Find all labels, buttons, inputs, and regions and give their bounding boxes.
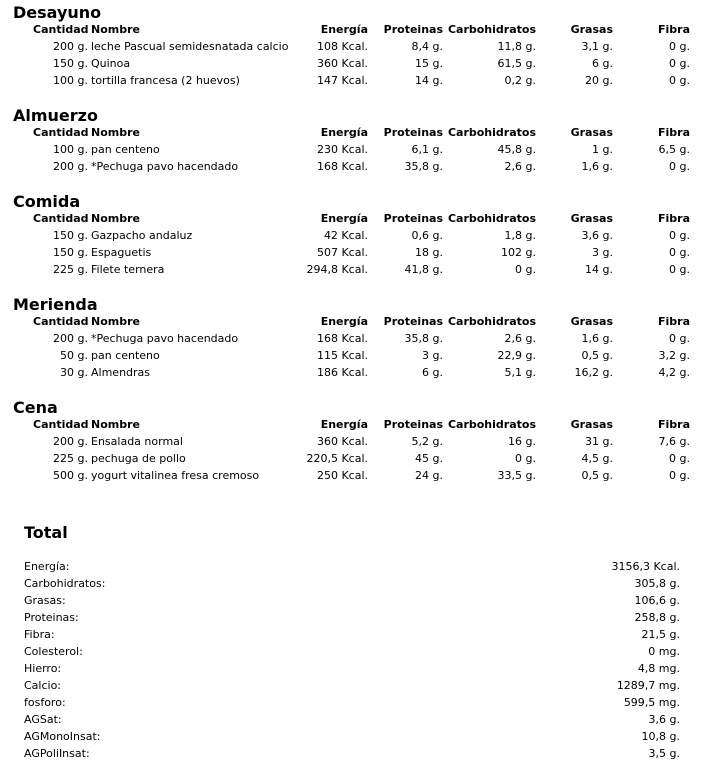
food-fibra: 0 g.: [669, 57, 690, 70]
total-row: [0, 626, 709, 643]
total-value: 1289,7 mg.: [616, 679, 680, 692]
total-label: AGMonoInsat:: [24, 730, 101, 743]
food-grasas: 0,5 g.: [581, 349, 613, 362]
food-row: [0, 261, 709, 278]
food-carbohidratos: 11,8 g.: [497, 40, 536, 53]
header-nombre: Nombre: [91, 315, 140, 328]
food-carbohidratos: 1,8 g.: [504, 229, 536, 242]
food-quantity: 150 g.: [53, 229, 88, 242]
food-name: yogurt vitalinea fresa cremoso: [91, 469, 260, 482]
header-carbohidratos: Carbohidratos: [447, 23, 536, 36]
food-row: [0, 467, 709, 484]
food-carbohidratos: 61,5 g.: [497, 57, 536, 70]
food-carbohidratos: 22,9 g.: [497, 349, 536, 362]
food-name: pan centeno: [91, 349, 160, 362]
total-value: 258,8 g.: [634, 611, 680, 624]
header-carbohidratos: Carbohidratos: [447, 418, 536, 431]
food-carbohidratos: 0,2 g.: [504, 74, 536, 87]
column-header-row: [0, 21, 709, 38]
header-energia: Energía: [320, 126, 368, 139]
food-proteinas: 24 g.: [415, 469, 443, 482]
food-carbohidratos: 33,5 g.: [497, 469, 536, 482]
food-carbohidratos: 0 g.: [515, 452, 536, 465]
header-carbohidratos: Carbohidratos: [447, 212, 536, 225]
total-value: 0 mg.: [648, 645, 680, 658]
food-energia: 360 Kcal.: [316, 57, 368, 70]
food-carbohidratos: 102 g.: [501, 246, 536, 259]
food-carbohidratos: 2,6 g.: [504, 332, 536, 345]
header-proteinas: Proteinas: [383, 126, 443, 139]
food-quantity: 200 g.: [53, 332, 88, 345]
header-energia: Energía: [320, 315, 368, 328]
food-energia: 42 Kcal.: [323, 229, 368, 242]
food-name: pan centeno: [91, 143, 160, 156]
total-value: 10,8 g.: [641, 730, 680, 743]
food-quantity: 100 g.: [53, 74, 88, 87]
header-carbohidratos: Carbohidratos: [447, 315, 536, 328]
header-fibra: Fibra: [657, 23, 690, 36]
total-row: [0, 745, 709, 762]
header-fibra: Fibra: [657, 418, 690, 431]
food-grasas: 20 g.: [585, 74, 613, 87]
header-grasas: Grasas: [570, 418, 613, 431]
meal-title: Desayuno: [13, 3, 102, 22]
total-value: 106,6 g.: [634, 594, 680, 607]
food-name: Ensalada normal: [91, 435, 183, 448]
total-label: AGSat:: [24, 713, 62, 726]
food-fibra: 0 g.: [669, 246, 690, 259]
total-label: AGPoliInsat:: [24, 747, 90, 760]
header-fibra: Fibra: [657, 126, 690, 139]
food-quantity: 50 g.: [60, 349, 88, 362]
food-row: [0, 433, 709, 450]
food-row: [0, 347, 709, 364]
food-row: [0, 244, 709, 261]
column-header-row: [0, 313, 709, 330]
food-energia: 147 Kcal.: [316, 74, 368, 87]
total-row: [0, 609, 709, 626]
header-nombre: Nombre: [91, 23, 140, 36]
column-header-row: [0, 416, 709, 433]
food-carbohidratos: 5,1 g.: [504, 366, 536, 379]
food-quantity: 100 g.: [53, 143, 88, 156]
total-row: [0, 660, 709, 677]
total-label: Hierro:: [24, 662, 62, 675]
header-proteinas: Proteinas: [383, 23, 443, 36]
header-grasas: Grasas: [570, 315, 613, 328]
header-energia: Energía: [320, 418, 368, 431]
food-row: [0, 227, 709, 244]
food-quantity: 225 g.: [53, 452, 88, 465]
header-grasas: Grasas: [570, 212, 613, 225]
total-label: Proteinas:: [24, 611, 79, 624]
total-value: 599,5 mg.: [623, 696, 680, 709]
food-energia: 168 Kcal.: [316, 160, 368, 173]
food-quantity: 500 g.: [53, 469, 88, 482]
food-row: [0, 450, 709, 467]
food-fibra: 0 g.: [669, 160, 690, 173]
header-nombre: Nombre: [91, 126, 140, 139]
food-fibra: 0 g.: [669, 263, 690, 276]
food-energia: 220,5 Kcal.: [306, 452, 368, 465]
food-proteinas: 0,6 g.: [411, 229, 443, 242]
food-name: Quinoa: [91, 57, 131, 70]
food-proteinas: 41,8 g.: [404, 263, 443, 276]
food-fibra: 0 g.: [669, 74, 690, 87]
total-title: Total: [24, 523, 68, 542]
food-quantity: 30 g.: [60, 366, 88, 379]
food-energia: 168 Kcal.: [316, 332, 368, 345]
food-carbohidratos: 2,6 g.: [504, 160, 536, 173]
total-label: Energía:: [24, 560, 70, 573]
header-cantidad: Cantidad: [33, 315, 89, 328]
food-row: [0, 141, 709, 158]
food-quantity: 150 g.: [53, 57, 88, 70]
food-row: [0, 158, 709, 175]
food-name: pechuga de pollo: [91, 452, 186, 465]
header-cantidad: Cantidad: [33, 418, 89, 431]
header-proteinas: Proteinas: [383, 212, 443, 225]
food-proteinas: 45 g.: [415, 452, 443, 465]
header-nombre: Nombre: [91, 212, 140, 225]
total-label: Carbohidratos:: [24, 577, 106, 590]
food-name: Almendras: [91, 366, 151, 379]
header-fibra: Fibra: [657, 315, 690, 328]
food-fibra: 7,6 g.: [658, 435, 690, 448]
food-quantity: 200 g.: [53, 40, 88, 53]
food-fibra: 4,2 g.: [658, 366, 690, 379]
meal-title: Comida: [13, 192, 81, 211]
total-value: 3,5 g.: [648, 747, 680, 760]
food-name: Gazpacho andaluz: [91, 229, 193, 242]
food-grasas: 1,6 g.: [581, 332, 613, 345]
total-row: [0, 558, 709, 575]
food-carbohidratos: 45,8 g.: [497, 143, 536, 156]
meal-title: Cena: [13, 398, 58, 417]
total-value: 3,6 g.: [648, 713, 680, 726]
food-energia: 250 Kcal.: [316, 469, 368, 482]
food-proteinas: 5,2 g.: [411, 435, 443, 448]
total-row: [0, 575, 709, 592]
total-row: [0, 677, 709, 694]
column-header-row: [0, 210, 709, 227]
food-row: [0, 72, 709, 89]
food-name: leche Pascual semidesnatada calcio: [91, 40, 289, 53]
header-cantidad: Cantidad: [33, 23, 89, 36]
food-energia: 108 Kcal.: [316, 40, 368, 53]
header-grasas: Grasas: [570, 126, 613, 139]
food-quantity: 200 g.: [53, 160, 88, 173]
food-proteinas: 6 g.: [422, 366, 443, 379]
header-energia: Energía: [320, 23, 368, 36]
food-quantity: 225 g.: [53, 263, 88, 276]
food-proteinas: 18 g.: [415, 246, 443, 259]
food-grasas: 3,1 g.: [581, 40, 613, 53]
header-nombre: Nombre: [91, 418, 140, 431]
food-proteinas: 35,8 g.: [404, 160, 443, 173]
total-label: Calcio:: [24, 679, 62, 692]
food-carbohidratos: 16 g.: [508, 435, 536, 448]
food-fibra: 0 g.: [669, 229, 690, 242]
food-name: *Pechuga pavo hacendado: [91, 160, 239, 173]
food-proteinas: 15 g.: [415, 57, 443, 70]
total-label: Colesterol:: [24, 645, 83, 658]
food-grasas: 3,6 g.: [581, 229, 613, 242]
food-proteinas: 8,4 g.: [411, 40, 443, 53]
food-row: [0, 38, 709, 55]
header-energia: Energía: [320, 212, 368, 225]
food-quantity: 150 g.: [53, 246, 88, 259]
food-fibra: 0 g.: [669, 452, 690, 465]
food-energia: 294,8 Kcal.: [306, 263, 368, 276]
food-name: *Pechuga pavo hacendado: [91, 332, 239, 345]
total-row: [0, 643, 709, 660]
food-fibra: 0 g.: [669, 469, 690, 482]
food-grasas: 0,5 g.: [581, 469, 613, 482]
food-energia: 360 Kcal.: [316, 435, 368, 448]
food-energia: 507 Kcal.: [316, 246, 368, 259]
food-fibra: 0 g.: [669, 332, 690, 345]
header-proteinas: Proteinas: [383, 418, 443, 431]
food-grasas: 31 g.: [585, 435, 613, 448]
food-proteinas: 35,8 g.: [404, 332, 443, 345]
food-quantity: 200 g.: [53, 435, 88, 448]
total-label: fosforo:: [24, 696, 66, 709]
header-proteinas: Proteinas: [383, 315, 443, 328]
food-proteinas: 3 g.: [422, 349, 443, 362]
total-value: 305,8 g.: [634, 577, 680, 590]
food-energia: 186 Kcal.: [316, 366, 368, 379]
food-grasas: 1,6 g.: [581, 160, 613, 173]
food-row: [0, 364, 709, 381]
food-grasas: 4,5 g.: [581, 452, 613, 465]
total-row: [0, 592, 709, 609]
total-label: Fibra:: [24, 628, 55, 641]
total-row: [0, 711, 709, 728]
header-grasas: Grasas: [570, 23, 613, 36]
food-grasas: 3 g.: [592, 246, 613, 259]
meal-title: Almuerzo: [13, 106, 98, 125]
total-value: 4,8 mg.: [637, 662, 680, 675]
food-grasas: 6 g.: [592, 57, 613, 70]
food-grasas: 1 g.: [592, 143, 613, 156]
food-grasas: 14 g.: [585, 263, 613, 276]
food-name: tortilla francesa (2 huevos): [91, 74, 240, 87]
food-proteinas: 14 g.: [415, 74, 443, 87]
header-fibra: Fibra: [657, 212, 690, 225]
total-label: Grasas:: [24, 594, 66, 607]
food-name: Espaguetis: [91, 246, 152, 259]
column-header-row: [0, 124, 709, 141]
food-fibra: 0 g.: [669, 40, 690, 53]
total-row: [0, 728, 709, 745]
food-row: [0, 330, 709, 347]
header-carbohidratos: Carbohidratos: [447, 126, 536, 139]
total-value: 21,5 g.: [641, 628, 680, 641]
header-cantidad: Cantidad: [33, 212, 89, 225]
food-name: Filete ternera: [91, 263, 165, 276]
total-row: [0, 694, 709, 711]
food-row: [0, 55, 709, 72]
food-energia: 230 Kcal.: [316, 143, 368, 156]
food-proteinas: 6,1 g.: [411, 143, 443, 156]
total-value: 3156,3 Kcal.: [611, 560, 680, 573]
food-fibra: 6,5 g.: [658, 143, 690, 156]
food-energia: 115 Kcal.: [316, 349, 368, 362]
header-cantidad: Cantidad: [33, 126, 89, 139]
meal-title: Merienda: [13, 295, 98, 314]
food-fibra: 3,2 g.: [658, 349, 690, 362]
food-carbohidratos: 0 g.: [515, 263, 536, 276]
food-grasas: 16,2 g.: [574, 366, 613, 379]
